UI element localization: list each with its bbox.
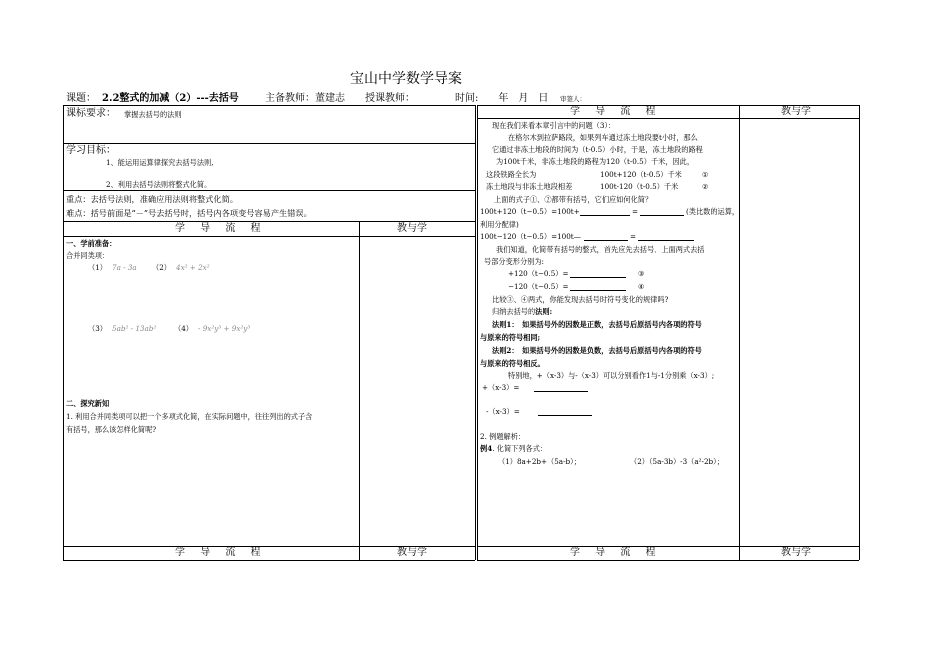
rule-line — [859, 105, 860, 560]
rule-line — [477, 118, 859, 119]
equation-text: +120（t−0.5）= — [508, 269, 569, 278]
body-text: 为100t千米，非冻土地段的路程为120（t-0.5）千米，因此， — [496, 157, 695, 166]
equation-text: -（x-3）= — [486, 407, 520, 416]
answer-blank[interactable] — [640, 208, 684, 216]
body-text: 现在我们来看本章引言中的问题（3）： — [492, 121, 616, 130]
column-header-teach: 教与学 — [781, 547, 811, 558]
rule-line — [63, 560, 475, 561]
question-label: （3） — [88, 324, 107, 333]
column-header-flow: 学 导 流 程 — [175, 547, 267, 558]
explore-text: 1. 利用合并同类项可以把一个多项式化简，在实际问题中，往往列出的式子含 — [66, 412, 313, 421]
expression: 100t+120（t-0.5）千米 — [600, 170, 682, 179]
rule-line — [63, 105, 64, 560]
equation-number: ② — [702, 182, 709, 191]
column-header-teach: 教与学 — [397, 223, 427, 234]
answer-blank[interactable] — [538, 408, 592, 416]
explore-text: 有括号，那么该怎样化简呢? — [66, 425, 157, 434]
body-text: 号部分变形分别为: — [484, 257, 544, 266]
topic-label: 课题： — [66, 93, 96, 104]
reviewer-field: 审签人： — [560, 95, 586, 103]
example-heading — [480, 445, 547, 452]
rule-line — [63, 190, 475, 191]
rule-line — [739, 105, 740, 560]
example-item: （1）8a+2b+（5a-b）； — [498, 457, 581, 466]
body-text: 它通过非冻土地段的时间为（t-0.5）小时，于是，冻土地段的路程 — [492, 145, 703, 154]
answer-blank[interactable] — [570, 270, 626, 278]
answer-blank[interactable] — [584, 233, 628, 241]
rules-intro: 归纳去括号的 — [492, 307, 536, 316]
body-text: 上面的式子①、②都带有括号，它们应如何化简？ — [494, 195, 653, 204]
equation-note: 利用分配律) — [480, 220, 519, 229]
question-label: （1） — [88, 263, 107, 272]
column-header-flow: 学 导 流 程 — [570, 547, 662, 558]
rule-text: 法则2： 如果括号外的因数是负数，去括号后原括号内各项的符号 — [492, 346, 702, 355]
key-points: 重点：去括号法则，准确应用法则将整式化简。 — [66, 194, 238, 204]
time-field: 时间: 年 月 日 — [455, 93, 549, 104]
rule-line — [477, 105, 478, 560]
lead-teacher: 主备教师：董建志 — [265, 93, 345, 104]
rule-line — [475, 105, 476, 560]
question-label: （4） — [174, 324, 193, 333]
column-header-teach: 教与学 — [397, 547, 427, 558]
equation-line — [482, 384, 632, 394]
rule-line — [359, 221, 360, 560]
answer-blank[interactable] — [570, 283, 626, 291]
question-expression: - 9x²y³ + 9x²y³ — [198, 324, 251, 333]
column-header-teach: 教与学 — [781, 106, 811, 117]
question-label: （2） — [152, 263, 171, 272]
rule-text: 与原来的符号相同; — [480, 333, 541, 342]
equation-text: +（x-3）= — [482, 383, 520, 392]
answer-blank[interactable] — [580, 208, 630, 216]
example-instruction: . 化简下列各式： — [492, 444, 548, 453]
equation-line — [508, 283, 668, 293]
section-subtitle: 合并同类项： — [66, 251, 110, 260]
rule-line — [63, 221, 475, 222]
body-text: 比较③、④两式，你能发现去括号时符号变化的规律吗? — [492, 295, 669, 304]
question-expression: 7a - 3a — [112, 263, 137, 272]
rule-text: 法则1： 如果括号外的因数是正数，去括号后原括号内各项的符号 — [492, 320, 702, 329]
goal-item: 2、利用去括号法则将整式化简。 — [106, 180, 212, 189]
rule-line — [63, 105, 475, 106]
goals-label: 学习目标： — [66, 145, 116, 156]
rule-line — [63, 143, 475, 144]
column-header-flow: 学 导 流 程 — [175, 223, 267, 234]
topic-title: 2.2整式的加减（2）---去括号 — [102, 93, 239, 104]
column-header-flow: 学 导 流 程 — [570, 106, 662, 117]
rules-intro-bold: 法则: — [535, 307, 553, 316]
answer-blank[interactable] — [638, 233, 694, 241]
question-expression: 5ab² - 13ab² — [112, 324, 157, 333]
equation-text: = — [632, 207, 639, 216]
teacher-field: 授课教师： — [365, 93, 415, 104]
page-title: 宝山中学数学导案 — [350, 71, 462, 87]
example-label: 例4 — [480, 444, 493, 453]
equation-text: 100t−120（t−0.5）=100t— — [480, 232, 581, 241]
example-item: （2）（5a-3b）-3（a²-2b）； — [630, 457, 724, 466]
rule-line — [477, 560, 859, 561]
difficulty: 难点：括号前面是“－”号去括号时，括号内各项变号容易产生错误。 — [66, 208, 312, 218]
section-title: 一、学前准备： — [66, 239, 117, 248]
equation-line — [480, 233, 738, 243]
equation-line — [480, 208, 738, 218]
equation-number: ③ — [638, 269, 645, 278]
body-text: 冻土地段与非冻土地段相差 — [486, 182, 573, 191]
body-text: 这段铁路全长为 — [486, 170, 537, 179]
standards-text: 掌握去括号的法则 — [124, 110, 182, 119]
body-text: 我们知道，化简带有括号的整式，首先应先去括号．上面两式去括 — [496, 245, 705, 254]
equation-text: −120（t−0.5）= — [508, 282, 569, 291]
goal-item: 1、能运用运算律探究去括号法则, — [106, 158, 214, 167]
body-text: 在格尔木到拉萨路段，如果列车通过冻土地段要t小时，那么 — [508, 133, 698, 142]
answer-blank[interactable] — [534, 384, 588, 392]
equation-number: ④ — [638, 282, 645, 291]
section-title: 二、探究新知 — [66, 399, 110, 408]
equation-line — [508, 270, 668, 280]
standards-label: 课标要求： — [66, 108, 116, 119]
section-title: 2. 例题解析： — [480, 432, 526, 441]
expression: 100t-120（t-0.5）千米 — [600, 182, 679, 191]
equation-text: 100t+120（t−0.5）=100t+ — [480, 207, 580, 216]
equation-line — [486, 408, 636, 418]
equation-number: ① — [702, 170, 709, 179]
header-row — [63, 93, 549, 105]
equation-text: = — [630, 232, 637, 241]
question-expression: 4x² + 2x² — [176, 263, 210, 272]
rule-text: 与原来的符号相反。 — [480, 359, 545, 368]
body-text — [492, 308, 552, 315]
equation-note: (类比数的运算， — [686, 207, 740, 216]
body-text: 特别地，+（x-3）与-（x-3）可以分别看作1与-1分别乘（x-3）; — [508, 371, 715, 380]
rule-line — [63, 236, 475, 237]
